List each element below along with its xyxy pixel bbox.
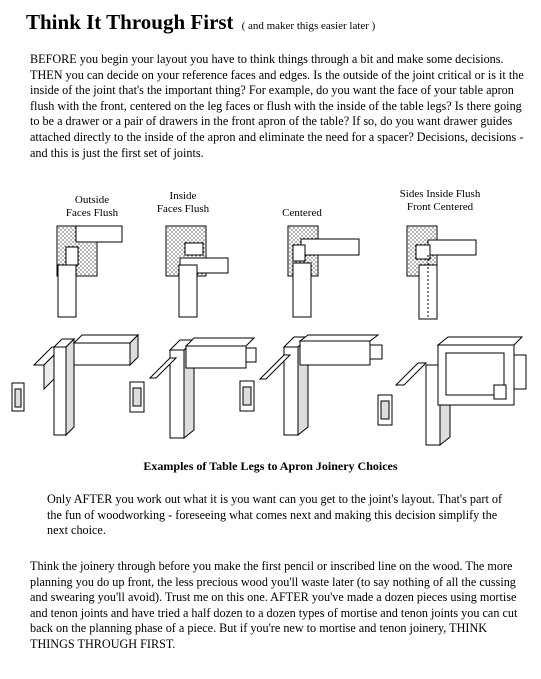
middle-paragraph: Only AFTER you work out what it is you want can you get to the joint's layout. That's part of the fun of woodworking - foreseeing what comes next and making this decision simplify the next choice.	[47, 492, 503, 538]
intro-paragraph: BEFORE you begin your layout you have to think things through a bit and make some decisions. THEN you can decide on your reference faces and edges. Is the outside of the joint critical or is it the inside of the joint that's the important thing? For example, do you want the face of your table apron flush with the front, centered on the leg faces or flush with the inside of the table legs? Is there going to be a drawer or a pair of drawers in the front apron of the table? If so, do you want drawer guides attached directly to the inside of the apron and eliminate the need for a spacer? Decisions, decisions - and this is just the first set of joints.	[30, 52, 524, 160]
label-line: Outside	[74, 194, 110, 206]
figure-caption: Examples of Table Legs to Apron Joinery Choices	[143, 459, 398, 473]
joint-diagram-sides-inside-flush-plan	[406, 225, 481, 325]
joint-diagram-outside-flush-plan	[56, 225, 126, 320]
iso-joint-1	[12, 335, 142, 450]
label-line: Front Centered	[406, 201, 474, 213]
page-title: Think It Through First	[26, 10, 234, 34]
label-line: Sides Inside Flush	[399, 188, 481, 200]
closing-paragraph: Think the joinery through before you make the first pencil or inscribed line on the wood. The more planning you do up front, the less precious wood you'll waste later (to say nothing of all the cussing and swearing you'll avoid). Trust me on this one. AFTER you've made a dozen pieces using mortise and tenon joints and have tried a half dozen to a dozen types of mortise and tenon joints you can cut back on the planning phase of a piece. But if you're new to mortise and tenon joinery, THINK THINGS THROUGH FIRST.	[30, 559, 518, 651]
joint-diagram-centered-plan	[287, 225, 362, 320]
label-line: Centered	[282, 207, 322, 219]
joint-diagram-inside-flush-plan	[165, 225, 235, 320]
label-line: Faces Flush	[156, 203, 210, 215]
label-line: Inside	[169, 190, 197, 202]
iso-joint-4	[378, 335, 538, 450]
title-note: ( and maker thigs easier later )	[241, 20, 376, 32]
label-line: Faces Flush	[65, 207, 119, 219]
iso-joint-3	[240, 335, 390, 450]
